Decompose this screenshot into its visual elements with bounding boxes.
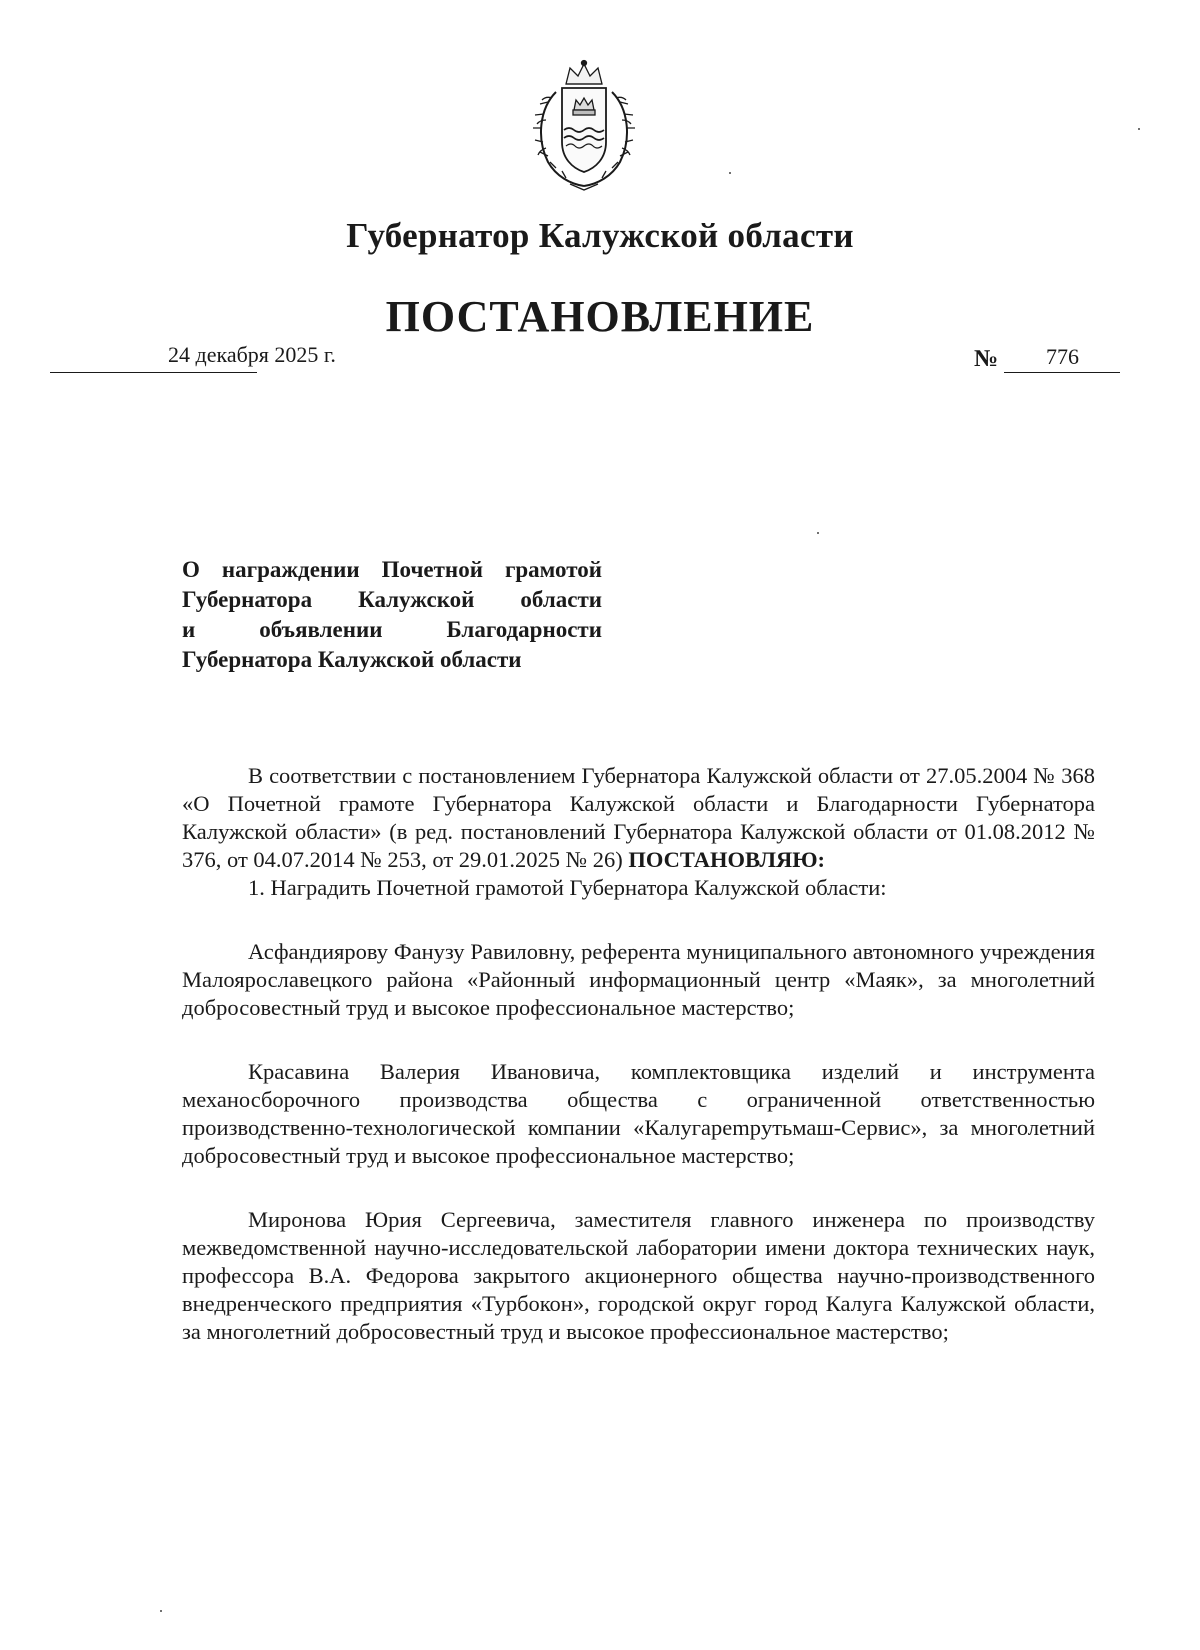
subject-line: Губернатора Калужской области [182, 647, 522, 672]
document-number: 776 [1046, 344, 1079, 369]
paragraph-gap [182, 1170, 1095, 1206]
preamble-paragraph [182, 762, 1095, 874]
item-1: 1. Наградить Почетной грамотой Губернатора Калужской области: [248, 875, 887, 900]
resolve-word: ПОСТАНОВЛЯЮ: [628, 847, 826, 872]
awardee-paragraph: Красавина Валерия Ивановича, комплектовщика изделий и инструмента механосборочного производства общества с ограниченной ответственностью производственно-технологической компании «Калугарempутьмаш-Сервис», за многолетний добросовестный труд и высокое профессиональное мастерство; [182, 1059, 1095, 1168]
scan-speck [1138, 128, 1140, 130]
awardee-paragraph: Миронова Юрия Сергеевича, заместителя главного инженера по производству межведомственной научно-исследовательской лаборатории имени доктора технических наук, профессора В.А. Федорова закрытого акционерного общества научно-производственного внедренческого предприятия «Турбокон», городской округ город Калуга Калужской области, за многолетний добросовестный труд и высокое профессиональное мастерство; [182, 1207, 1095, 1344]
preamble-text: В соответствии с постановлением Губернатора Калужской области от 27.05.2004 № 368 «О Почетной грамоте Губернатора Калужской области и Благодарности Губернатора Калужской области» (в ред. постановлений Губернатора Калужской области от 01.08.2012 № 376, от 04.07.2014 № 253, от 29.01.2025 № 26) [182, 763, 1095, 872]
subject-line: и объявлении Благодарности [182, 617, 602, 642]
subject-line: Губернатора Калужской области [182, 587, 602, 612]
paragraph-gap [182, 902, 1095, 938]
number-sign: № [974, 346, 999, 372]
awardee-paragraph: Асфандиярову Фанузу Равиловну, референта муниципального автономного учреждения Малоярославецкого района «Районный информационный центр «Маяк», за многолетний добросовестный труд и высокое профессиональное мастерство; [182, 939, 1095, 1020]
coat-of-arms-icon [526, 58, 642, 194]
document-body [182, 762, 1095, 1346]
document-type: ПОСТАНОВЛЕНИЕ [385, 292, 815, 341]
date-underline [50, 372, 257, 373]
scan-speck [160, 1610, 162, 1612]
subject-line: О награждении Почетной грамотой [182, 557, 602, 582]
paragraph-gap [182, 1022, 1095, 1058]
document-date: 24 декабря 2025 г. [168, 342, 336, 367]
number-underline [1004, 372, 1120, 373]
issuing-authority: Губернатор Калужской области [346, 216, 854, 255]
document-subject [182, 555, 602, 675]
scan-speck [729, 172, 731, 174]
scan-speck [817, 532, 819, 534]
